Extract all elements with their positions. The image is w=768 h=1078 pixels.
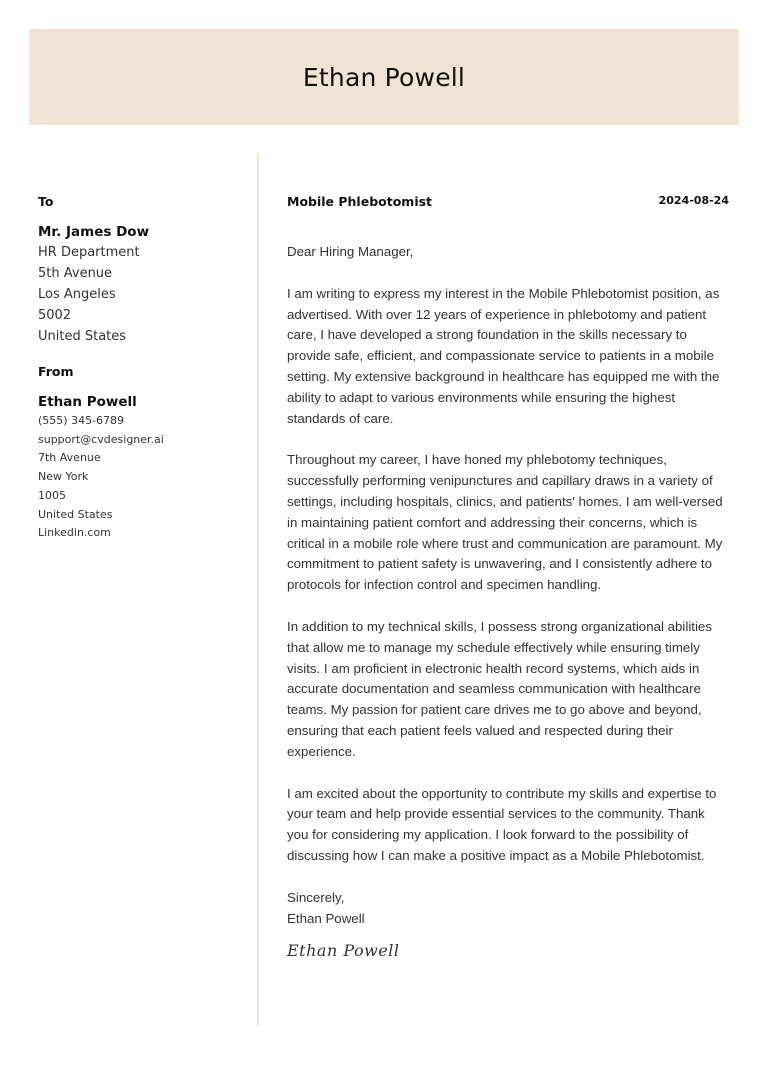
- paragraph-2: Throughout my career, I have honed my phlebotomy techniques, successfully performing venipunctures and capillary draws in a variety of settings, including hospitals, clinics, and patients' homes. I am well-versed in maintaining patient comfort and addressing their concerns, which is critical in a mobile role where trust and communication are paramount. My commitment to patient safety is unwavering, and I consistently adhere to protocols for infection control and specimen handling.: [287, 452, 723, 593]
- sender-street: 7th Avenue: [38, 451, 101, 465]
- paragraph-1: I am writing to express my interest in the Mobile Phlebotomist position, as advertised. With over 12 years of experience in phlebotomy and patient care, I have developed a strong foundation in the skills necessary to provide safe, efficient, and compassionate service to patients in a mobile setting. My extensive background in healthcare has equipped me with the ability to adapt to various environments while ensuring the highest standards of care.: [287, 285, 720, 426]
- letter-date: 2024-08-24: [658, 194, 729, 207]
- sender-phone: (555) 345-6789: [38, 414, 125, 427]
- recipient-country: United States: [38, 329, 127, 344]
- recipient-name: Mr. James Dow: [38, 224, 150, 240]
- recipient-city: Los Angeles: [38, 287, 116, 302]
- sender-postal-code: 1005: [38, 488, 66, 502]
- letter-title-row: [287, 193, 729, 210]
- signature: Ethan Powell: [287, 941, 400, 961]
- salutation: Dear Hiring Manager,: [287, 244, 414, 259]
- column-divider: [257, 153, 259, 1025]
- sender-email: support@cvdesigner.ai: [38, 432, 164, 446]
- recipient-street: 5th Avenue: [38, 266, 113, 281]
- to-label: To: [38, 194, 54, 209]
- closing: Sincerely,: [287, 889, 345, 905]
- header-banner: [29, 29, 739, 125]
- recipient-postal-code: 5002: [38, 308, 72, 323]
- sender-city: New York: [38, 470, 89, 484]
- letter-column: [287, 193, 729, 960]
- sender-country: United States: [38, 507, 113, 521]
- applicant-name: Ethan Powell: [302, 62, 466, 92]
- sender-name: Ethan Powell: [38, 394, 137, 410]
- job-title: Mobile Phlebotomist: [287, 194, 433, 209]
- paragraph-3: In addition to my technical skills, I possess strong organizational abilities that allow me to manage my schedule effectively while ensuring timely visits. I am proficient in electronic health record systems, which aids in accurate documentation and seamless communication with healthcare teams. My passion for patient care drives me to go above and beyond, ensuring that each patient feels valued and respected during their experience.: [287, 618, 712, 759]
- recipient-department: HR Department: [38, 245, 140, 260]
- contact-column: [38, 193, 248, 543]
- from-label: From: [38, 364, 74, 379]
- sender-website: Linkedin.com: [38, 526, 111, 540]
- closing-name: Ethan Powell: [287, 910, 365, 926]
- paragraph-4: I am excited about the opportunity to contribute my skills and expertise to your team and help provide essential services to the community. Thank you for considering my application. I look forward to the possibility of discussing how I can make a positive impact as a Mobile Phlebotomist.: [287, 785, 717, 863]
